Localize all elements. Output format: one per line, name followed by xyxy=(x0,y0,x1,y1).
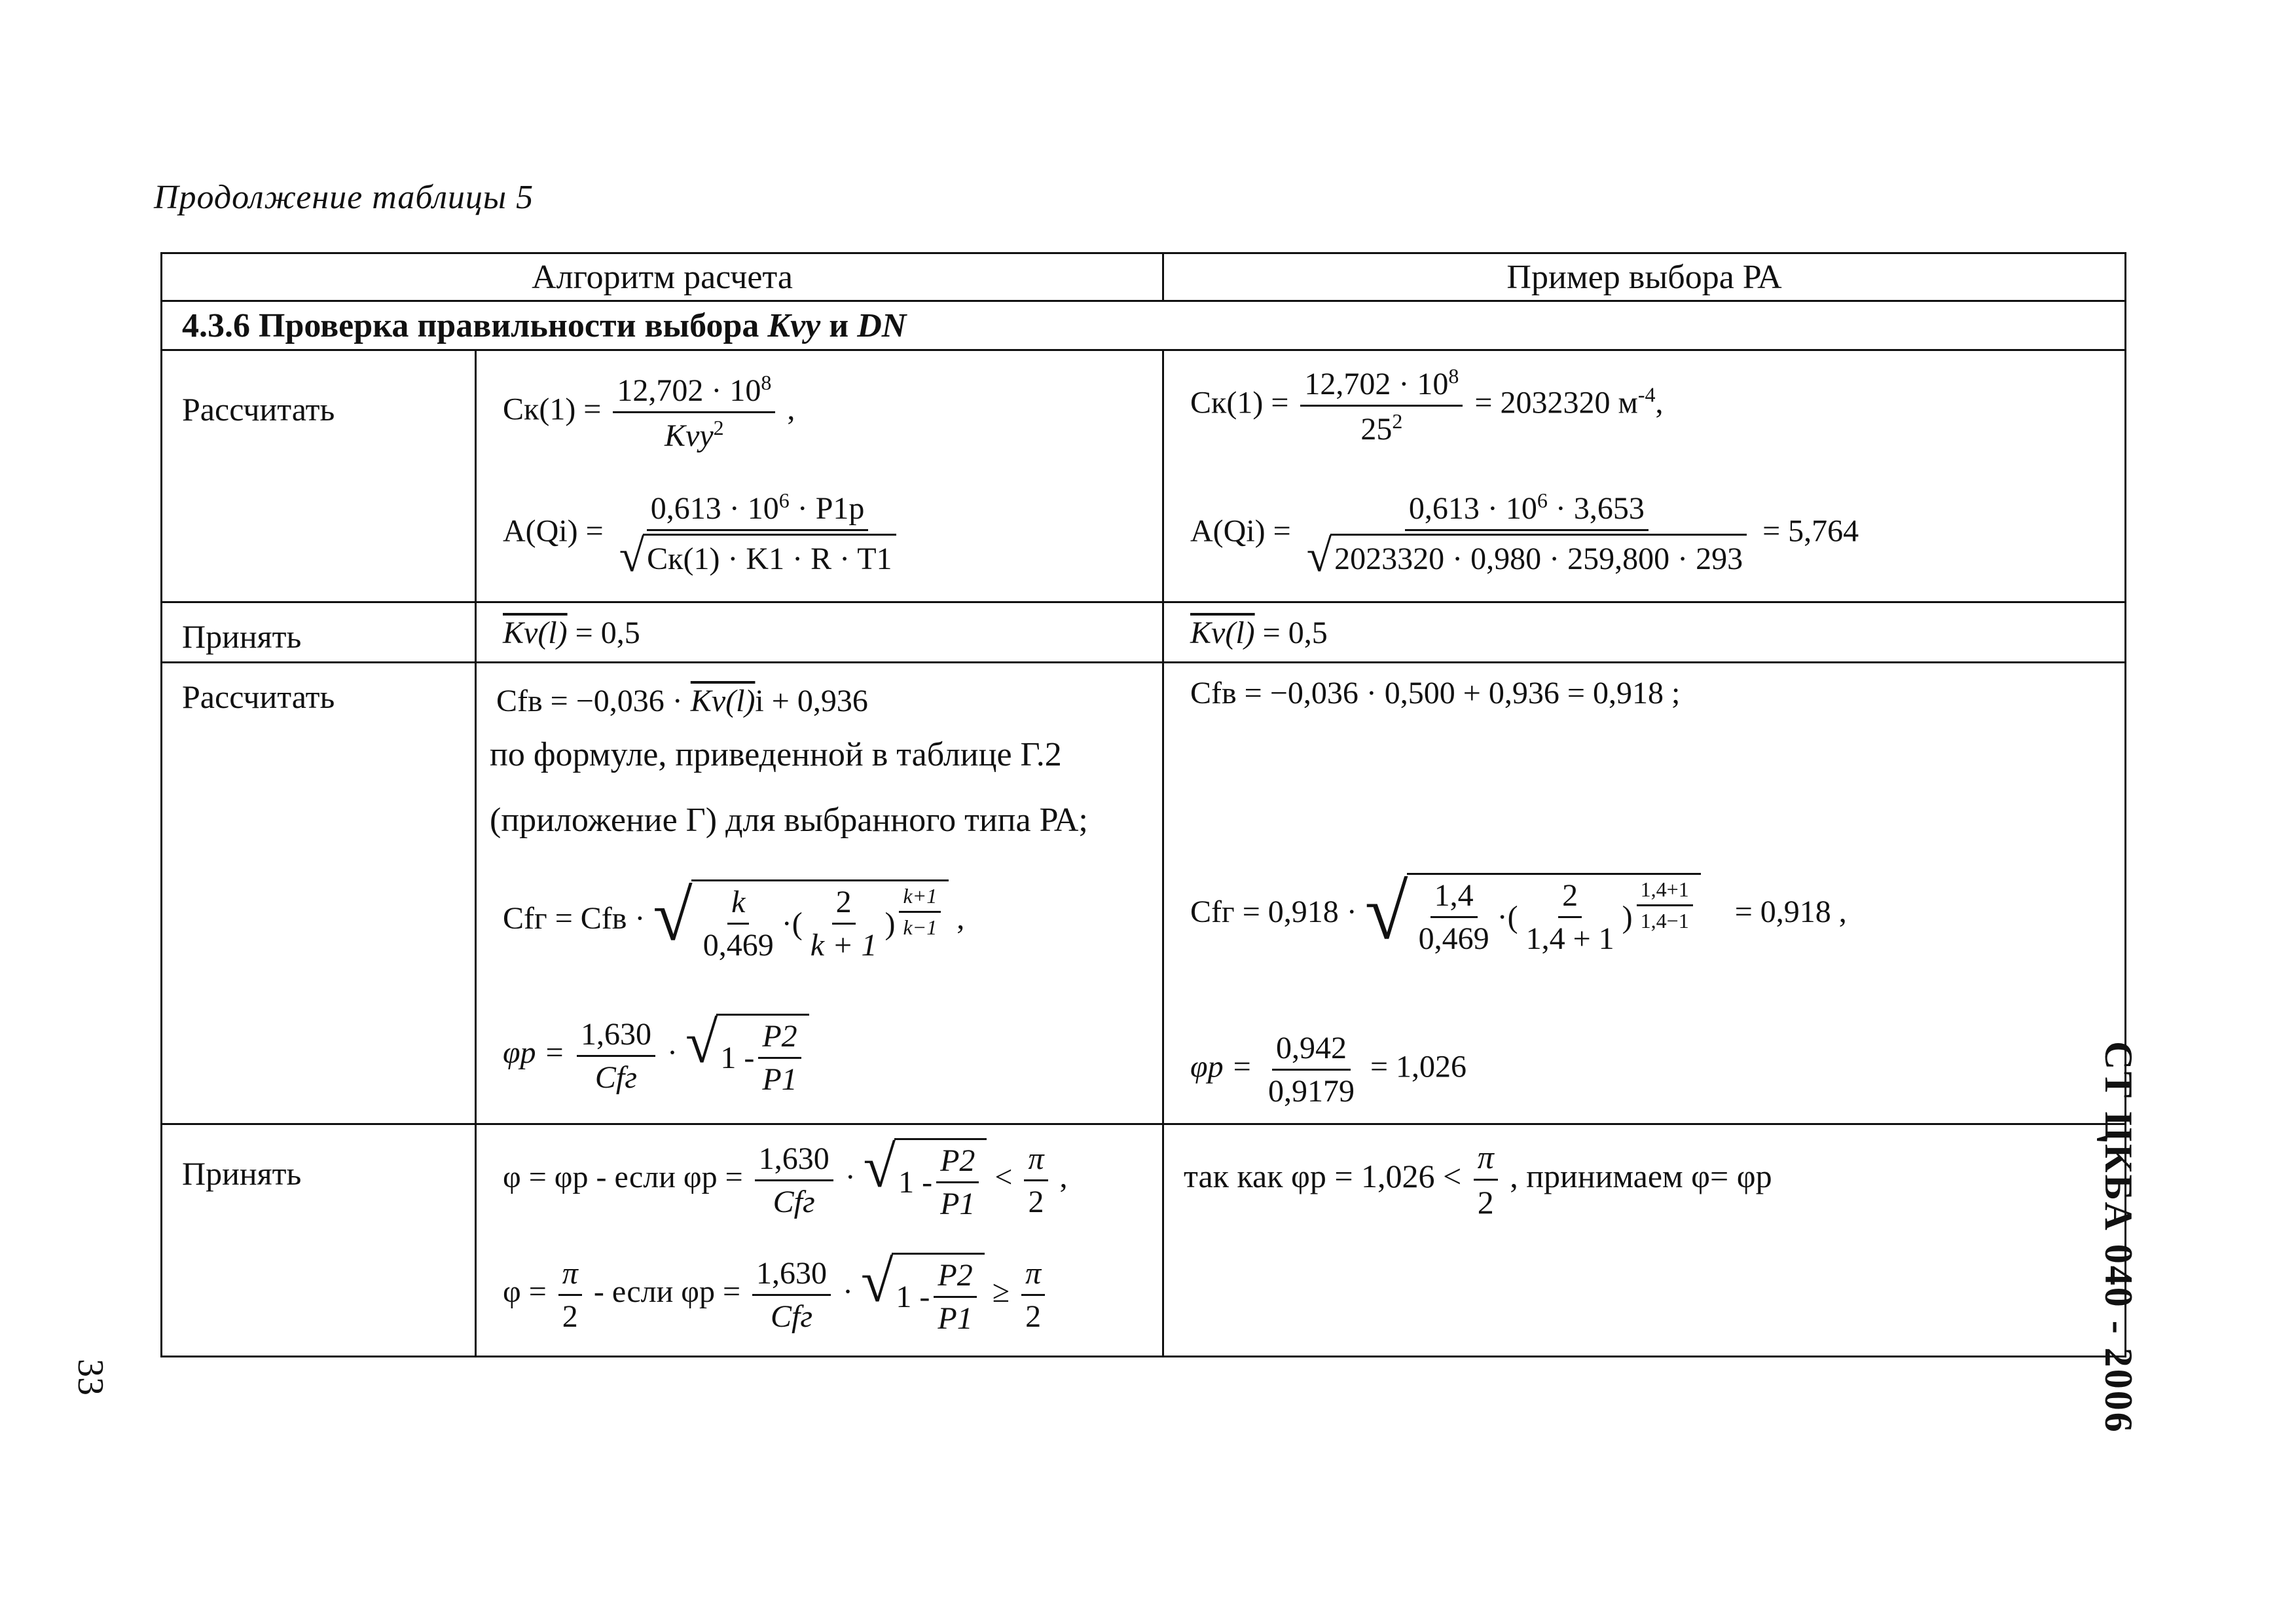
cfg-kp1: k + 1 xyxy=(810,928,877,963)
phi-root-pre: 1 - xyxy=(720,1041,755,1075)
cfg-ex-lhs: Cfг = 0,918 · xyxy=(1190,895,1357,930)
cfg-ex-den: 0,469 xyxy=(1418,921,1489,956)
formula-note-line1: по формуле, приведенной в таблице Г.2 xyxy=(490,736,1062,773)
cfg-two: 2 xyxy=(832,884,856,925)
section-and: и xyxy=(820,306,858,344)
cfg-formula xyxy=(503,876,965,963)
cfg-ex-exp-num: 1,4+1 xyxy=(1637,877,1693,906)
ck-ex-fraction xyxy=(1300,364,1463,447)
cfg-ex-result: = 0,918 , xyxy=(1734,895,1847,930)
cond2-two: 2 xyxy=(562,1299,578,1334)
cfg-ex-two: 2 xyxy=(1558,877,1582,918)
table-header-row xyxy=(162,253,2126,301)
row-label: Рассчитать xyxy=(162,663,476,1124)
row4-formula-cell xyxy=(476,1124,1163,1357)
row-label: Принять xyxy=(162,602,476,663)
header-example: Пример выбора РА xyxy=(1163,253,2126,301)
decision-post: , принимаем φ= φp xyxy=(1510,1157,1772,1194)
row1-formula-cell xyxy=(476,350,1163,602)
cfv-bar: Kv(l) xyxy=(690,684,756,718)
header-algorithm: Алгоритм расчета xyxy=(162,253,1163,301)
cfg-exp-num: k+1 xyxy=(903,884,938,908)
aq-num: 0,613 · 10 xyxy=(650,491,779,526)
aq-num-exp: 6 xyxy=(778,489,790,512)
aq-fraction xyxy=(615,489,900,580)
row-label: Рассчитать xyxy=(162,350,476,602)
kv-ex-value: = 0,5 xyxy=(1254,616,1328,650)
table-row xyxy=(162,1124,2126,1357)
section-prefix: 4.3.6 Проверка правильности выбора xyxy=(182,306,768,344)
cond2-root-pre: 1 - xyxy=(896,1280,930,1314)
cfv-example: Cfв = −0,036 · 0,500 + 0,936 = 0,918 ; xyxy=(1190,676,1681,710)
cond1-cmp: < xyxy=(994,1160,1013,1195)
sqrt-symbol: √ 1 - $\frac{P2}{P1}$ xyxy=(685,1014,809,1098)
cond1-tail: , xyxy=(1059,1160,1068,1195)
cfg-example xyxy=(1190,868,1847,957)
kv-ex-bar: Kv(l) xyxy=(1190,616,1255,650)
cfg-lhs: Cfг = Cfв · xyxy=(503,901,646,936)
cond1-two: 2 xyxy=(1028,1184,1044,1219)
cond2-p1: P1 xyxy=(938,1301,973,1336)
cond1-p2: P2 xyxy=(940,1143,975,1178)
decision-two: 2 xyxy=(1477,1184,1494,1221)
ck-example xyxy=(1190,364,1663,447)
ck-num: 12,702 · 10 xyxy=(617,373,761,408)
ck-ex-unit-exp: -4 xyxy=(1637,382,1656,407)
aq-ex-num: 0,613 · 10 xyxy=(1408,491,1537,526)
cfg-exp-den: k−1 xyxy=(903,915,938,939)
aq-den: Cк(1) · K1 · R · T1 xyxy=(643,534,896,580)
sqrt-symbol: √ Cк(1) · K1 · R · T1 xyxy=(619,534,896,580)
section-title xyxy=(162,301,2126,350)
row3-example-cell xyxy=(1163,663,2126,1124)
section-dn: DN xyxy=(857,306,907,344)
cfv-tail: i + 0,936 xyxy=(755,684,868,718)
phi-p2: P2 xyxy=(762,1019,797,1054)
ck-ex-num: 12,702 · 10 xyxy=(1304,367,1449,401)
table-caption: Продолжение таблицы 5 xyxy=(154,179,534,216)
kv-bar: Kv(l) xyxy=(503,616,568,650)
phi-den: Cfг xyxy=(594,1060,637,1095)
cfg-ex-k: 1,4 xyxy=(1430,877,1478,918)
aq-ex-den: 2023320 · 0,980 · 259,800 · 293 xyxy=(1330,534,1747,580)
sqrt-symbol: √ 2023320 · 0,980 · 259,800 · 293 xyxy=(1307,534,1747,580)
ck-formula xyxy=(503,371,795,454)
sqrt-symbol: √ $\frac{1,4}{0,469}$ ·( $\frac{2}{1,4 + 1}$ ) $\frac{1,4+1}{1,4-1}$ xyxy=(1365,873,1701,957)
cond1-pi: π xyxy=(1028,1141,1044,1176)
cfv-lhs: Cfв = −0,036 · xyxy=(496,684,691,718)
cond2-p2: P2 xyxy=(938,1258,973,1293)
cond2-two2: 2 xyxy=(1025,1299,1042,1334)
ck-ex-lhs: Cк(1) = xyxy=(1190,385,1289,420)
cond1-p1: P1 xyxy=(940,1187,975,1221)
aq-ex-num-tail: · 3,653 xyxy=(1547,491,1645,526)
cfv-formula xyxy=(496,683,868,719)
phi-ex-num: 0,942 xyxy=(1272,1030,1351,1071)
ck-ex-tail: = 2032320 м xyxy=(1474,385,1638,420)
cond1-num: 1,630 xyxy=(755,1141,833,1181)
sqrt-symbol: √ 1 - $\frac{P2}{P1}$ xyxy=(864,1138,987,1222)
decision-pre: так как φp = 1,026 < xyxy=(1184,1157,1462,1194)
aq-example xyxy=(1190,489,1859,580)
cond2-pre: φ = xyxy=(503,1274,547,1310)
phi-p1: P1 xyxy=(762,1062,797,1097)
ck-ex-den: 25 xyxy=(1360,412,1393,447)
row1-example-cell xyxy=(1163,350,2126,602)
row2-example-cell xyxy=(1163,602,2126,663)
ck-den-exp: 2 xyxy=(713,416,724,439)
aq-ex-result: = 5,764 xyxy=(1762,513,1859,549)
phi-condition-2: φ = $\frac{\pi}{2}$ - если φp = $\frac{1,630}{\text{Cfг}}$ · √ 1 - $\frac{P2}{P1}$ ≥ $\frac{\pi}{2}$ xyxy=(503,1253,1049,1337)
ck-ex-end: , xyxy=(1655,385,1664,420)
cfg-ex-kp1: 1,4 + 1 xyxy=(1525,921,1614,956)
kv-value: = 0,5 xyxy=(567,616,640,650)
cond2-den: Cfг xyxy=(770,1299,813,1334)
cond2-pi2: π xyxy=(1025,1255,1042,1291)
sqrt-symbol: √ 1 - $\frac{P2}{P1}$ xyxy=(861,1253,985,1337)
cond1-root-pre: 1 - xyxy=(898,1165,933,1200)
aq-lhs: A(Qi) = xyxy=(503,513,604,549)
row3-formula-cell xyxy=(476,663,1163,1124)
ck-lhs: Cк(1) = xyxy=(503,392,602,427)
aq-num-tail: · P1p xyxy=(789,491,865,526)
table-row xyxy=(162,602,2126,663)
cfg-den: 0,469 xyxy=(702,928,774,963)
cond1-den: Cfг xyxy=(773,1184,815,1219)
row2-formula-cell xyxy=(476,602,1163,663)
phi-ex-den: 0,9179 xyxy=(1267,1074,1355,1109)
ck-tail: , xyxy=(787,392,795,427)
phi-ex-result: = 1,026 xyxy=(1370,1049,1467,1084)
cond2-num: 1,630 xyxy=(752,1255,831,1296)
phi-formula: φp = $\frac{1,630}{\text{Cfг}}$ · √ 1 - $\frac{P2}{P1}$ xyxy=(503,1014,809,1098)
formula-note-line2: (приложение Г) для выбранного типа РА; xyxy=(490,802,1088,839)
ck-fraction xyxy=(613,371,775,454)
ck-ex-num-exp: 8 xyxy=(1448,364,1459,388)
decision-pi: π xyxy=(1477,1139,1494,1175)
cond1-pre: φ = φp - если φp = xyxy=(503,1160,743,1195)
cfg-ex-exp-den: 1,4−1 xyxy=(1640,909,1689,932)
standard-code: СТ ЦКБА 040 - 2006 xyxy=(2097,1041,2140,1434)
cfg-tail: , xyxy=(957,901,965,936)
calculation-table xyxy=(160,252,2126,1357)
phi-lhs: φp = xyxy=(503,1035,565,1071)
row4-example-cell xyxy=(1163,1124,2126,1357)
section-kv: Kvy xyxy=(767,306,821,344)
phi-num: 1,630 xyxy=(577,1016,655,1057)
ck-ex-den-exp: 2 xyxy=(1392,409,1403,433)
page-number: 33 xyxy=(70,1359,111,1395)
cond2-cmp: ≥ xyxy=(992,1274,1010,1310)
cfg-k: k xyxy=(731,885,746,919)
kv-formula xyxy=(503,615,640,651)
sqrt-symbol: √ $\frac{k}{0,469}$ ·( $\frac{2}{k + 1}$ ) $\frac{k+1}{k-1}$ xyxy=(653,879,949,963)
section-row xyxy=(162,301,2126,350)
phi-example xyxy=(1190,1030,1467,1109)
phi-ex-lhs: φp = xyxy=(1190,1049,1252,1084)
table-row xyxy=(162,663,2126,1124)
ck-den: Kvy xyxy=(665,418,714,453)
ck-num-exp: 8 xyxy=(761,371,772,394)
table-row xyxy=(162,350,2126,602)
aq-ex-lhs: A(Qi) = xyxy=(1190,513,1291,549)
aq-ex-fraction xyxy=(1303,489,1751,580)
row-label: Принять xyxy=(162,1124,476,1357)
cond2-pi: π xyxy=(562,1255,578,1291)
cond2-mid: - если φp = xyxy=(593,1274,741,1310)
kv-example xyxy=(1190,615,1328,651)
phi-condition-1: φ = φp - если φp = $\frac{1,630}{\text{Cfг}}$ · √ 1 - $\frac{P2}{P1}$ < $\frac{\pi}{2}$ , xyxy=(503,1135,1068,1221)
aq-ex-num-exp: 6 xyxy=(1537,489,1548,512)
phi-decision xyxy=(1184,1138,1772,1221)
aq-formula xyxy=(503,489,904,580)
